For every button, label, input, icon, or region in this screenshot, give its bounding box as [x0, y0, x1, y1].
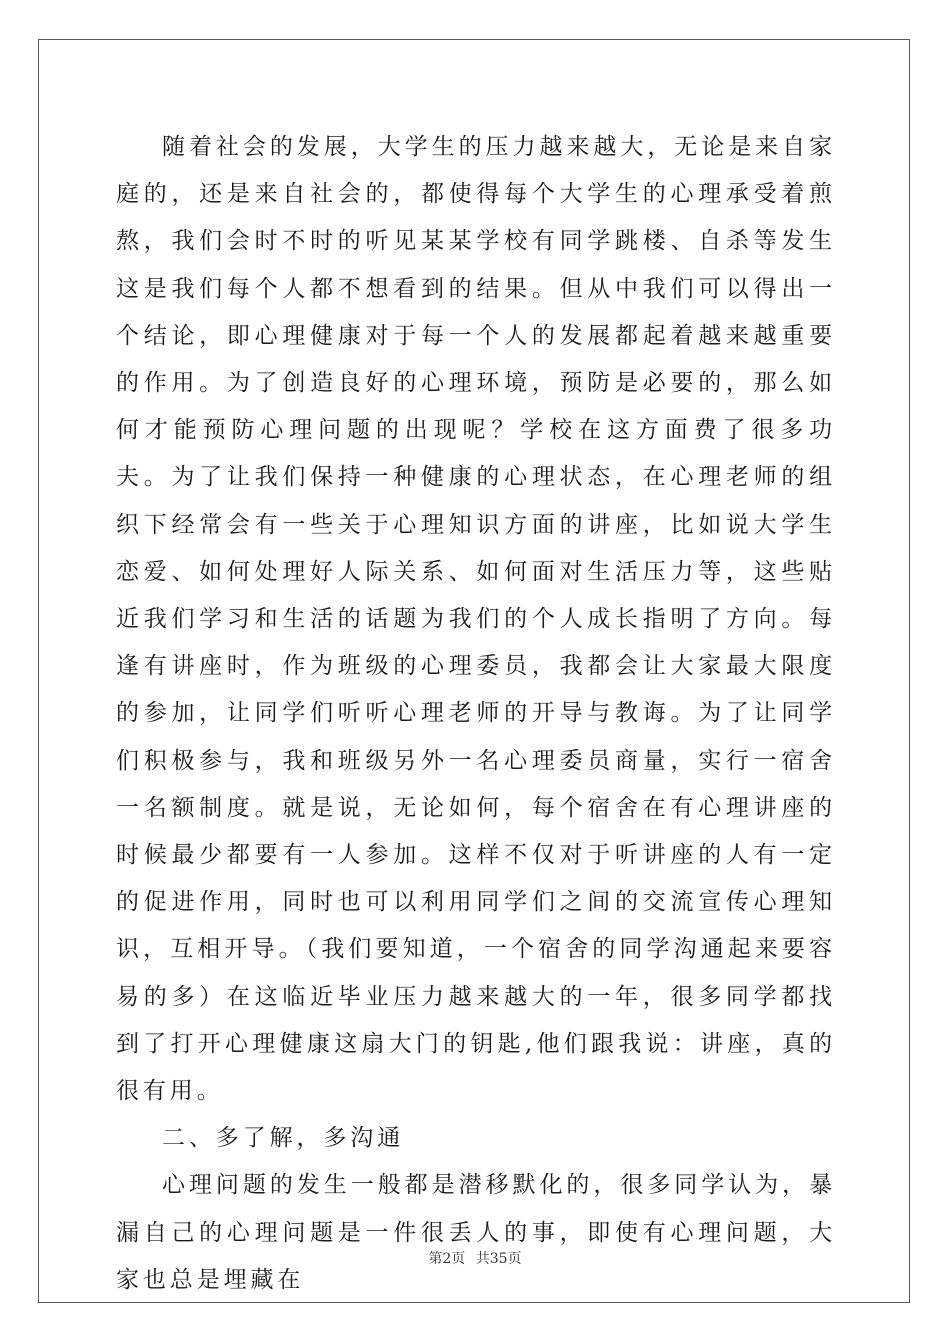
- section-heading: 二、多了解，多沟通: [162, 1125, 405, 1152]
- paragraph-section-two: 心理问题的发生一般都是潜移默化的，很多同学认为，暴漏自己的心理问题是一件很丢人的事，即使有心理问题，大家也总是埋藏在: [116, 1172, 836, 1293]
- document-body: [116, 124, 836, 1304]
- page-total: 共35页: [475, 1251, 522, 1267]
- paragraph-intro: 随着社会的发展，大学生的压力越来越大，无论是来自家庭的，还是来自社会的，都使得每个大学生的心理承受着煎熬，我们会时不时的听见某某学校有同学跳楼、自杀等发生这是我们每个人都不想看到的结果。但从中我们可以得出一个结论，即心理健康对于每一个人的发展都起着越来越重要的作用。为了创造良好的心理环境，预防是必要的，那么如何才能预防心理问题的出现呢？学校在这方面费了很多功夫。为了让我们保持一种健康的心理状态，在心理老师的组织下经常会有一些关于心理知识方面的讲座，比如说大学生恋爱、如何处理好人际关系、如何面对生活压力等，这些贴近我们学习和生活的话题为我们的个人成长指明了方向。每逢有讲座时，作为班级的心理委员，我都会让大家最大限度的参加，让同学们听听心理老师的开导与教诲。为了让同学们积极参与，我和班级另外一名心理委员商量，实行一宿舍一名额制度。就是说，无论如何，每个宿舍在有心理讲座的时候最少都要有一人参加。这样不仅对于听讲座的人有一定的促进作用，同时也可以利用同学们之间的交流宣传心理知识，互相开导。（我们要知道，一个宿舍的同学沟通起来要容易的多）在这临近毕业压力越来越大的一年，很多同学都找到了打开心理健康这扇大门的钥匙,他们跟我说：讲座，真的很有用。: [116, 134, 836, 1105]
- page-number: 第2页: [428, 1251, 466, 1267]
- page-footer: [0, 1248, 950, 1268]
